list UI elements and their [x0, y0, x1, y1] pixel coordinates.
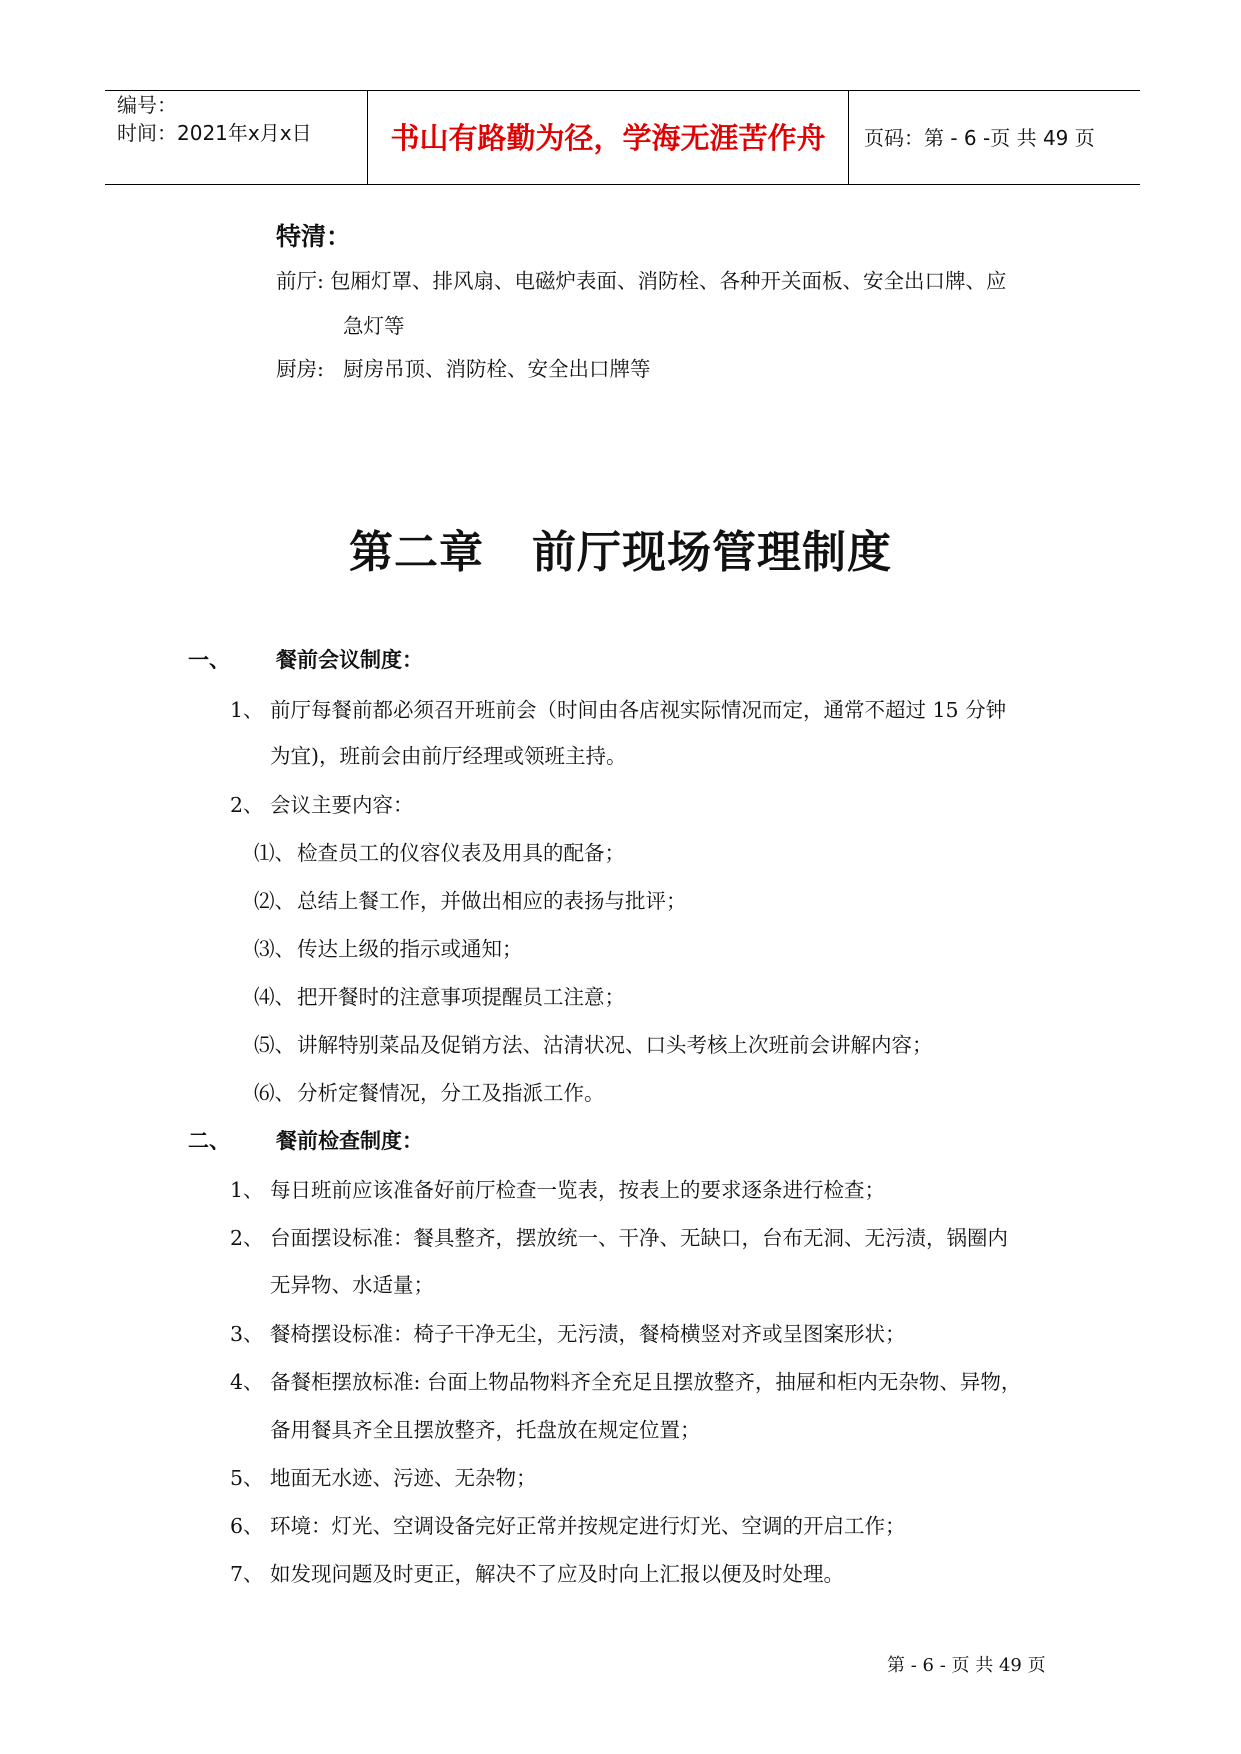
- sub-item-text: 传达上级的指示或通知；: [297, 937, 523, 961]
- document-header: [105, 90, 1140, 185]
- chapter-number: 第二章: [349, 527, 484, 578]
- list-item-text: 如发现问题及时更正，解决不了应及时向上汇报以便及时处理。: [270, 1562, 844, 1586]
- list-item-text: 会议主要内容：: [270, 793, 414, 817]
- list-item-text: 前厅每餐前都必须召开班前会（时间由各店视实际情况而定，通常不超过 15 分钟: [270, 698, 1007, 722]
- list-item-text-cont: 无异物、水适量；: [270, 1273, 434, 1297]
- header-motto-cell: [368, 91, 849, 184]
- header-meta-cell: [105, 91, 368, 184]
- list-item-text: 每日班前应该准备好前厅检查一览表，按表上的要求逐条进行检查；: [270, 1178, 885, 1202]
- list-item-number: 2、: [230, 793, 264, 817]
- section-2-title: 餐前检查制度：: [276, 1129, 423, 1153]
- list-item-text: 备餐柜摆放标准: 台面上物品物料齐全充足且摆放整齐，抽屉和柜内无杂物、异物，: [270, 1370, 1022, 1394]
- list-item-number: 5、: [230, 1466, 264, 1490]
- sub-item-text: 把开餐时的注意事项提醒员工注意；: [297, 985, 625, 1009]
- list-item-text-cont: 备用餐具齐全且摆放整齐，托盘放在规定位置；: [270, 1418, 701, 1442]
- list-item-text: 餐椅摆设标准：椅子干净无尘，无污渍，餐椅横竖对齐或呈图案形状；: [270, 1322, 906, 1346]
- footer-page-number: 第 - 6 - 页 共 49 页: [887, 1655, 1046, 1676]
- special-clean-title: 特清：: [276, 222, 352, 251]
- section-1-title: 餐前会议制度：: [276, 648, 423, 672]
- kitchen-label: 厨房:: [276, 357, 324, 381]
- list-item-number: 1、: [230, 1178, 264, 1202]
- sub-item-text: 检查员工的仪容仪表及用具的配备；: [297, 841, 625, 865]
- sub-item-number: ⑴、: [254, 841, 295, 865]
- sub-item-text: 总结上餐工作，并做出相应的表扬与批评；: [297, 889, 687, 913]
- list-item-number: 3、: [230, 1322, 264, 1346]
- list-item-text: 台面摆设标准：餐具整齐，摆放统一、干净、无缺口，台布无洞、无污渍，锅圈内: [270, 1226, 1008, 1250]
- sub-item-text: 分析定餐情况，分工及指派工作。: [297, 1081, 605, 1105]
- sub-item-number: ⑸、: [254, 1033, 295, 1057]
- chapter-heading: [0, 526, 1241, 580]
- section-1-number: 一、: [188, 648, 230, 672]
- number-label: 编号：: [117, 93, 177, 117]
- front-hall-text-1: 包厢灯罩、排风扇、电磁炉表面、消防栓、各种开关面板、安全出口牌、应: [330, 269, 1007, 293]
- list-item-number: 7、: [230, 1562, 264, 1586]
- sub-item-number: ⑵、: [254, 889, 295, 913]
- list-item-text-cont: 为宜)，班前会由前厅经理或领班主持。: [270, 744, 627, 768]
- section-2-number: 二、: [188, 1129, 230, 1153]
- motto-text: 书山有路勤为径，学海无涯苦作舟: [390, 121, 826, 155]
- time-label: 时间：2021年x月x日: [117, 121, 312, 145]
- list-item-number: 4、: [230, 1370, 264, 1394]
- sub-item-number: ⑶、: [254, 937, 295, 961]
- header-page-cell: [850, 91, 1140, 184]
- sub-item-number: ⑹、: [254, 1081, 295, 1105]
- kitchen-text: 厨房吊顶、消防栓、安全出口牌等: [343, 357, 651, 381]
- list-item-number: 1、: [230, 698, 264, 722]
- front-hall-label: 前厅:: [276, 269, 324, 293]
- list-item-text: 环境：灯光、空调设备完好正常并按规定进行灯光、空调的开启工作；: [270, 1514, 906, 1538]
- list-item-number: 2、: [230, 1226, 264, 1250]
- list-item-text: 地面无水迹、污迹、无杂物；: [270, 1466, 537, 1490]
- sub-item-text: 讲解特别菜品及促销方法、沽清状况、口头考核上次班前会讲解内容；: [297, 1033, 933, 1057]
- header-page-number: 页码：第 - 6 -页 共 49 页: [864, 126, 1095, 150]
- sub-item-number: ⑷、: [254, 985, 295, 1009]
- list-item-number: 6、: [230, 1514, 264, 1538]
- chapter-title: 前厅现场管理制度: [532, 527, 892, 578]
- front-hall-text-2: 急灯等: [343, 314, 405, 338]
